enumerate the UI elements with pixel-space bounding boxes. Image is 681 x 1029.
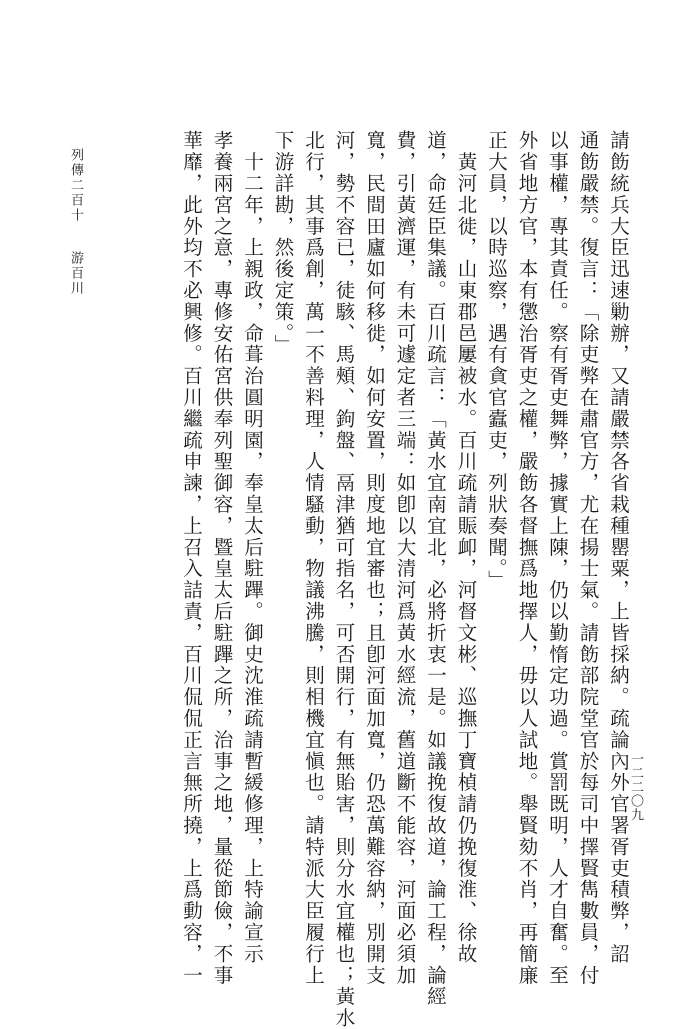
page-number: 一二二〇九 [628,752,643,822]
running-header-section: 列傳二百十 [68,148,83,223]
text-column-6: 黃河北徙，山東郡邑屢被水。百川疏請賑卹，河督文彬、巡撫丁寶楨請仍挽復淮、徐故 [454,130,478,965]
running-header-person: 游百川 [68,251,83,296]
text-column-10: 河，勢不容已，徒駭、馬頰、鉤盤、鬲津猶可指名，可否開行，有無貽害，則分水宜權也；黃水 [332,130,356,1029]
text-column-3: 以事權，專其責任。察有胥吏舞弊，據實上陳，仍以勤惰定功過。賞罰既明，人才自奮。至 [546,130,569,986]
text-column-15: 華靡，此外均不必興修。百川繼疏申諫，上召入詰責，百川侃侃正言無所撓，上爲動容，一 [180,130,203,986]
text-column-13: 十二年，上親政，命葺治圓明園，奉皇太后駐蹕。御史沈淮疏請暫緩修理，上特諭宣示 [241,130,264,965]
text-column-5: 正大員，以時巡察，遇有貪官蠹吏，列狀奏聞。」 [485,130,508,592]
text-column-9: 寬，民間田廬如何移徙，如何安置，則度地宜審也；且卽河面加寬，仍恐萬難容納，別開支 [363,130,386,986]
text-column-8: 費，引黃濟運，有未可遽定者三端：如卽以大清河爲黃水經流，舊道斷不能容，河面必須加 [393,130,417,986]
text-column-2: 通飭嚴禁。復言：「除吏弊在肅官方，尤在揚士氣。請飭部院堂官於每司中擇賢雋數員，付 [576,130,600,986]
running-header [66,148,85,296]
body-text [68,130,633,1029]
text-column-1: 請飭統兵大臣迅速勦辦，又請嚴禁各省栽種罌粟，上皆採納。疏論內外官署胥吏積弊，詔 [607,130,630,965]
text-column-4: 外省地方官，本有懲治胥吏之權，嚴飭各督撫爲地擇人，毋以人試地。舉賢劾不肖，再簡廉 [515,130,539,986]
text-column-14: 孝養兩宮之意，專修安佑宮供奉列聖御容，暨皇太后駐蹕之所，治事之地，量從節儉，不事 [210,130,234,986]
text-column-7: 道，命廷臣集議。百川疏言：「黃水宜南宜北，必將折衷一是。如議挽復故道，論工程，論經 [424,130,447,1008]
text-column-11: 北行，其事爲創，萬一不善料理，人情騷動，物議沸騰，則相機宜愼也。請特派大臣履行上 [302,130,325,986]
text-column-12: 下游詳勘，然後定策。」 [271,130,295,356]
